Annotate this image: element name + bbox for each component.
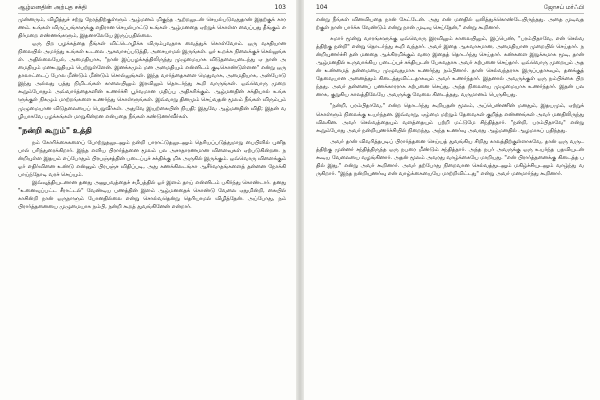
left-page bbox=[0, 0, 296, 400]
right-paragraph-1: என்று நீங்கள் வினவியதை நான் கேட்டேன். அது என் மனதில் ஒலித்துக்கொண்டேயிருந்தது. அதை முடிவதற்குள் நான் பார்க்க வேண்டும் என்று நான் முடிவு செய்தேன்," என்று கூறினார். bbox=[316, 17, 584, 32]
left-paragraph-2: ஒரு பிற பழக்கத்தை நீங்கள் விட்டொழிக்க விரும்புவதாக வைத்துக் கொள்வோம். ஒரு வசதியான நிலையில் அமர்ந்து உங்கள் உடலை ஆசுவாசப்படுத்தி, அசையாமல் இருங்கள். ஓர் உறக்க நிலைக்குச் செல்லுங்கள். அதில்லையேல், அமைதியாக, "நான் இப்பழக்கத்திலிருந்து முழுமையாக விடுதலையடைந்து ஏ நான் அமைதியும் மனஉறுதியும் பெற்றுள்ளேன். இனக்கமும் மன அமைதியும் என்னிடம் குடிகொண்டுள்ளன" என்று ஒரு தாலாட்டைப் போல மீண்டும் மீண்டும் சொல்லுங்கள். இந்த வார்த்தைகளை மெதுவாக, அமைதியாக, அன்போடு இந்து அல்லது பத்து நிமிடங்கள் காலையிலும் இரவிலும் தொடர்ந்து கூறி வாருங்கள். ஒவ்வொரு முறை கூறும்போதும் அவ்வார்த்தைகளின் உணர்ச்சி பூர்வமான மதிப்பு அதிகரிக்கும். ஆழ்மனதின் சக்தியால் உங்களுக்குள் நிகழும் மாற்றங்களை உணர்ந்து கொள்ளுங்கள். இவ்வாறு தினமும் செய்வதன் மூலம் நீங்கள் விரும்பும் முழுமையான விடுதலையைப் பெறுவீர்கள். அதுவே இயற்கையின் நியதி; இதுவே ஆழ்மனதின் விதி; இதன் வழியாகவே பழக்கங்கள் மாறுகின்றன என்பதை நீங்கள் கண்டுணர்வீர்கள். bbox=[18, 41, 286, 120]
left-paragraph-1: முன்னரும், விழித்துச் சற்று நேரத்திற்குள்ளும் ஆழ்மனம் மிகுந்த ஆற்றலுடன் செயல்படுவதுதான் இதற்குக் காரணம். உங்கள் விருப்பங்களுக்கு எதிரான செயல்பாட்டு உங்கள் ஆழ்மனதை ஏற்றுக் கொள்ள வைப்பது தீங்கும் எதிர்மறை எண்ணங்களும், இதனாலேயே இருப்பதில்லை. bbox=[18, 17, 286, 40]
right-page-number: 104 bbox=[316, 4, 328, 11]
section-heading: "நன்றி கூறும்" உத்தி bbox=[18, 125, 92, 135]
left-paragraph-4: இவ்வுத்தியுடனான தனது அனுபவத்தைச் சமீபத்தில் ஓர் இளம் தாய் என்னிடம் பகிர்ந்து கொண்டார். தனது "உனைவுப்பட்ட சீராட்டல்" வேண்டிய பணத்தின் இளம் ஆழ்மனதைக் கொண்டு வேலை ஏதுமின்றி, கையில் காசின்றி நான் ஒருநாளும் போனதில்லை என்று சொல்வதென்று தெரியாமல் விழித்தேன். அப்போது, நம் பிரார்த்தனையை முழுமையாக நம்பி, நன்றி கூறத் துவங்கினேன் என்றார். bbox=[18, 179, 286, 210]
right-header-title: ஜோசப் மர்ஃபி bbox=[543, 4, 584, 11]
right-running-head bbox=[316, 4, 584, 14]
right-page bbox=[304, 0, 600, 400]
left-running-head bbox=[18, 4, 286, 14]
right-paragraph-2: சுமார் மூன்று வாரங்களுக்கு ஒவ்வொரு இரவிலும் காலையிலும், இப்பெண், "பரம்பிதாவே, என் செல்வத்திற்கு நன்றி" என்று தொடர்ந்து கூறி வந்தார். அவர் இதை ஆசுவாசமான, அமைதியான முறையில் செய்தார். நன்றியுணர்ச்சி தன் மனதை ஆக்கிரமிக்கும் வரை இதைத் தொடர்ந்து செய்தார். கண்களை இறுக்கமாக மூடி, தான் ஆழ்மனதில் உருவாக்கிய படைப்புச் சக்தியுடன் பேசுவதாக அவர் கற்பனை செய்தார். ஒவ்வொரு முறையும் அதன் உண்மைத் தன்மையை முழுவதுமாக உணர்ந்து நம்பினார். தான் செல்வந்தராக இருப்பதாகவும், தனக்குத் தேவையான அனைத்தும் கிடைத்துவிட்டதாகவும் அவர் உணர்ந்தார். இதனால் அவருக்குள் ஒரு நம்பிக்கை பிறந்தது. அவர் தன்னைப் பணக்காரராக கற்பனை செய்து, அந்த நிலையை முழுமையாக உணர்ந்தார். இதன் பலனாக, குறுகிய காலத்திலேயே அவருக்கு வேலை கிடைத்தது, வருமானம் பெருகியது. bbox=[316, 36, 584, 99]
left-page-number: 103 bbox=[274, 4, 286, 11]
book-gutter bbox=[296, 0, 304, 400]
left-paragraph-3: நம் கோரிக்கைகளைப் போற்றுதலுடனும் நன்றி பாராட்டுதலுடனும் தெரியப்படுத்துமாறு பைபிளில் புனித பால் பரிந்துரைக்கிறார். இந்த எளிய பிரார்த்தனை மூலம் பல அசாதாரணமான விளைவுகள் ஏற்படுகின்றன. நன்றியுள்ள இதயம் எப்போதும் பிரபஞ்சத்தின் படைப்புச் சக்திக்கு மிக அருகில் இருக்கும். ஒவ்வொரு விளைக்கும் ஓர் எதிர்வினை உண்டு என்னும் பிரபஞ்ச விதிப்படி, அது கணக்கிலடங்கா ஆசீர்வாதங்களைத் தன்னை நோக்கி பாய்ந்தோடி வரச் செய்யும். bbox=[18, 139, 286, 178]
right-paragraph-3: "நன்றி, பரம்பிதாவே," என்ற தொடர்ந்து கூறியதன் மூலம், அப்பெண்ணின் மனதும், இதயமும், ஏற்றுக் கொள்ளும் நிலைக்கு உயர்ந்தன. இவ்வாறு, ஏழ்மை மற்றும் தேவைகள் குறித்த எண்ணங்கள் அவர் மனதிலிருந்து விலகின. அவர் செல்வத்தையும் வளத்தையும் பற்றி மட்டுமே சிந்தித்தார். "நன்றி, பரம்பிதாவே" என்று கூறும்போது அவர் நன்றியுணர்ச்சியில் நிறைந்து, அந்த உணர்வு அவரது ஆழ்மனதில் ஆழமாகப் பதிந்தது. bbox=[316, 103, 584, 134]
right-paragraph-4: அவர் தான் விவரித்தபடிப் பிரார்த்தனை செய்யத் துவங்கிய சிறிது காலத்திற்குள்ளாகவே, தான் ஒரு வருடத்திற்கு முன்னர் சந்தித்திருந்த ஒரு நபரை மீண்டும் சந்தித்தார். அந்த நபர் அவருக்கு ஒரு உயர்ந்த பதவியுடன் கூடிய வேலையை வழங்கினார். அதன் மூலம் அவரது வாழ்க்கையே மாறியது. "என் பிரார்த்தனைக்கு கிடைத்த பதில் இது," என்று அவர் கூறினார். அவர் தற்போது நிறைவான செல்வத்துடனும் மகிழ்ச்சியுடனும் வாழ்ந்து வருகிறார். "இந்த நன்றியுணர்வு என் வாழ்க்கையையே மாற்றிவிட்டது" என்று அவர் மனமார்ந்து கூறினார். bbox=[316, 138, 584, 177]
left-header-title: ஆழ்மனதின் அற்புத சக்தி bbox=[18, 4, 87, 11]
